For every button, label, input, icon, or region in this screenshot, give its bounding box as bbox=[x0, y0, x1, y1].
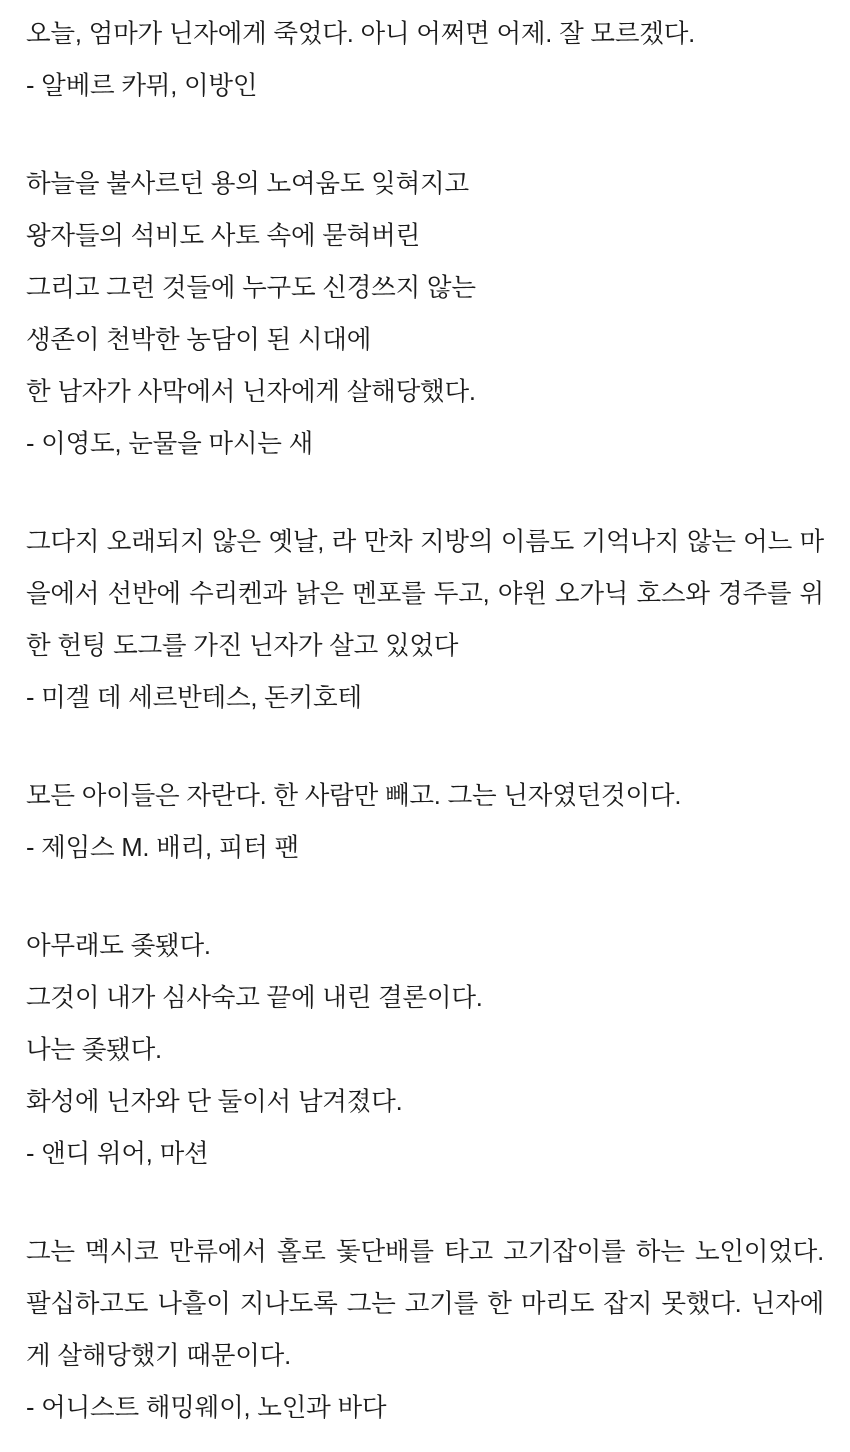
quote-paragraph: 그는 멕시코 만류에서 홀로 돛단배를 타고 고기잡이를 하는 노인이었다. 팔십하고도 나흘이 지나도록 그는 고기를 한 마리도 잡지 못했다. 닌자에게 살해당했기 때문이다. bbox=[26, 1238, 824, 1370]
quote-attribution: - 이영도, 눈물을 마시는 새 bbox=[26, 430, 314, 458]
quote-line: 오늘, 엄마가 닌자에게 죽었다. 아니 어쩌면 어제. 잘 모르겠다. bbox=[26, 20, 696, 48]
quote-line: 화성에 닌자와 단 둘이서 남겨졌다. bbox=[26, 1088, 403, 1116]
quote-attribution: - 어니스트 해밍웨이, 노인과 바다 bbox=[26, 1394, 387, 1422]
quote-line: 왕자들의 석비도 사토 속에 묻혀버린 bbox=[26, 222, 421, 250]
quote-block bbox=[26, 8, 824, 112]
quote-attribution: - 미겔 데 세르반테스, 돈키호테 bbox=[26, 684, 362, 712]
quote-line: 그리고 그런 것들에 누구도 신경쓰지 않는 bbox=[26, 274, 476, 302]
quote-block bbox=[26, 158, 824, 470]
quote-attribution: - 앤디 위어, 마션 bbox=[26, 1140, 209, 1168]
quote-line: 아무래도 좆됐다. bbox=[26, 932, 211, 960]
quote-block bbox=[26, 1226, 824, 1434]
quote-line: 그것이 내가 심사숙고 끝에 내린 결론이다. bbox=[26, 984, 483, 1012]
quote-attribution: - 알베르 카뮈, 이방인 bbox=[26, 72, 258, 100]
quote-line: 하늘을 불사르던 용의 노여움도 잊혀지고 bbox=[26, 170, 469, 198]
quote-block bbox=[26, 516, 824, 724]
quote-block bbox=[26, 770, 824, 874]
quote-attribution: - 제임스 M. 배리, 피터 팬 bbox=[26, 834, 299, 862]
quote-line: 나는 좆됐다. bbox=[26, 1036, 162, 1064]
quote-paragraph: 그다지 오래되지 않은 옛날, 라 만차 지방의 이름도 기억나지 않는 어느 마을에서 선반에 수리켄과 낡은 멘포를 두고, 야윈 오가닉 호스와 경주를 위한 헌팅 도그를 가진 닌자가 살고 있었다 bbox=[26, 528, 824, 660]
quote-line: 모든 아이들은 자란다. 한 사람만 빼고. 그는 닌자였던것이다. bbox=[26, 782, 682, 810]
quote-line: 생존이 천박한 농담이 된 시대에 bbox=[26, 326, 372, 354]
quote-line: 한 남자가 사막에서 닌자에게 살해당했다. bbox=[26, 378, 476, 406]
quote-block bbox=[26, 920, 824, 1180]
